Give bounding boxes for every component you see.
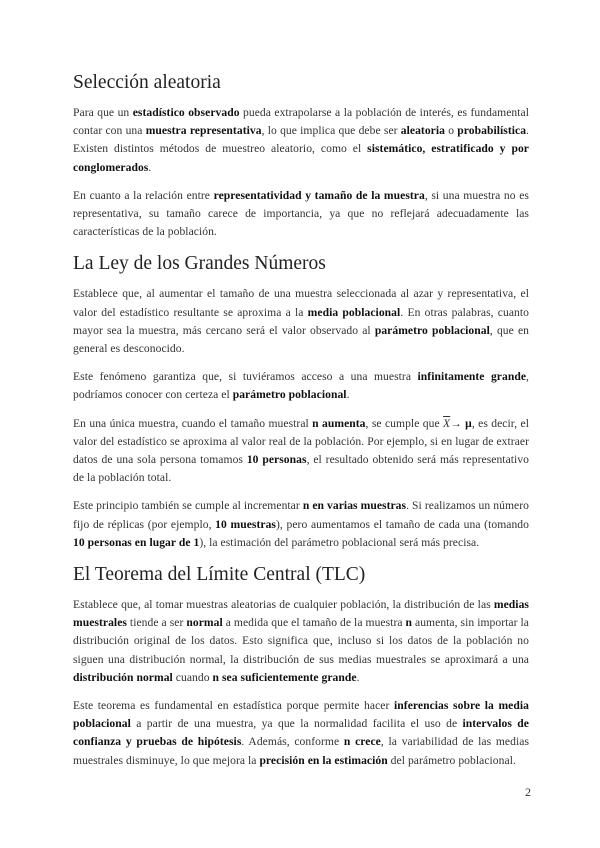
page-number: 2 bbox=[525, 785, 531, 799]
bold-term: estadístico observado bbox=[132, 106, 240, 119]
bold-term: media poblacional bbox=[307, 305, 401, 319]
text-run: , la variabilidad de las medias muestrales disminuye, lo que mejora la bbox=[73, 735, 530, 767]
bold-term: infinitamente grande bbox=[417, 370, 527, 384]
bold-term: inferencias sobre la media poblacional bbox=[73, 699, 529, 731]
bold-term: n crece bbox=[343, 735, 381, 749]
text-run: . bbox=[356, 670, 360, 684]
text-run: a partir de una muestra, ya que la normalidad facilita el uso de bbox=[130, 717, 463, 731]
text-run: . Si realizamos un número fijo de réplicas (por ejemplo, bbox=[73, 499, 529, 531]
bold-term: normal bbox=[186, 616, 223, 630]
section-title-seleccion-aleatoria: Selección aleatoria bbox=[73, 72, 221, 93]
bold-term: → μ bbox=[450, 416, 472, 430]
text-run: Para que un bbox=[73, 106, 133, 119]
text-run: a medida que el tamaño de la muestra bbox=[222, 616, 406, 630]
bold-term: n bbox=[405, 616, 413, 630]
text-run: . Además, conforme bbox=[241, 735, 344, 749]
paragraph-ley-varias-muestras bbox=[73, 497, 529, 552]
paragraph-ley-fenomeno bbox=[73, 368, 529, 404]
section-title-teorema-limite-central: El Teorema del Límite Central (TLC) bbox=[73, 564, 366, 586]
text-run: . Existen distintos métodos de muestreo aleatorio, como el bbox=[73, 124, 529, 156]
sample-mean-symbol: $\overline{X}$ bbox=[443, 416, 451, 430]
text-run: pueda extrapolarse a la población de interés, es fundamental contar con una bbox=[73, 106, 530, 138]
paragraph-tlc-definicion bbox=[73, 596, 529, 687]
paragraph-muestra-representativa bbox=[73, 104, 529, 177]
bold-term: representatividad y tamaño de la muestra bbox=[213, 188, 425, 202]
section-title-ley-grandes-numeros: La Ley de los Grandes Números bbox=[73, 253, 326, 275]
bold-term: parámetro poblacional bbox=[374, 323, 490, 337]
text-run: , podríamos conocer con certeza el bbox=[73, 370, 529, 402]
bold-term: intervalos de confianza y pruebas de hipótesis bbox=[73, 717, 529, 749]
bold-term: sistemático, estratificado y por conglomerados bbox=[73, 142, 529, 174]
text-run: Este principio también se cumple al incrementar bbox=[73, 499, 303, 513]
text-run: Establece que, al aumentar el tamaño de una muestra seleccionada al azar y representativa, el valor del estadístico resultante se aproxima a la bbox=[73, 287, 529, 319]
bold-term: medias muestrales bbox=[73, 598, 529, 630]
bold-term: aleatoria bbox=[400, 124, 445, 138]
bold-term: n sea suficientemente grande bbox=[212, 670, 357, 684]
text-run: Este fenómeno garantiza que, si tuviéramos acceso a una muestra bbox=[73, 370, 418, 384]
bold-term: parámetro poblacional bbox=[232, 388, 347, 402]
text-run: . En otras palabras, cuanto mayor sea la muestra, más cercano será el valor observado al bbox=[73, 305, 530, 337]
text-run: o bbox=[445, 124, 458, 138]
document-page bbox=[73, 70, 529, 780]
text-run: , se cumple que bbox=[365, 416, 444, 430]
bold-term: n en varias muestras bbox=[302, 499, 407, 513]
bold-term: 10 muestras bbox=[215, 517, 276, 531]
text-run: , es decir, el valor del estadístico se aproxima al valor real de la población. Por ejemplo, si en lugar de extraer datos de una sola persona tomamos bbox=[73, 416, 529, 467]
text-run: ), la estimación del parámetro poblacional será más precisa. bbox=[199, 535, 480, 549]
text-run: del parámetro poblacional. bbox=[387, 753, 516, 767]
text-run: Establece que, al tomar muestras aleatorias de cualquier población, la distribución de las bbox=[73, 598, 494, 612]
text-run: tiende a ser bbox=[126, 616, 187, 630]
text-run: aumenta, sin importar la distribución original de los datos. Esto significa que, incluso si los datos de la población no siguen una distribución normal, la distribución de sus medias muestrales se aproximará a una bbox=[73, 616, 529, 666]
bold-term: n aumenta bbox=[312, 416, 366, 430]
paragraph-ley-unica-muestra bbox=[73, 415, 529, 488]
paragraph-tlc-importancia bbox=[73, 697, 529, 770]
text-run: Este teorema es fundamental en estadística porque permite hacer bbox=[73, 699, 395, 713]
bold-term: precisión en la estimación bbox=[259, 753, 388, 767]
text-run: , si una muestra no es representativa, su tamaño carece de importancia, ya que no reflejará adecuadamente las características de la población. bbox=[73, 188, 529, 239]
text-run: En una única muestra, cuando el tamaño muestral bbox=[73, 416, 313, 430]
bold-term: 10 personas bbox=[246, 453, 307, 467]
text-run: , lo que implica que debe ser bbox=[261, 124, 401, 138]
bold-term: 10 personas en lugar de 1 bbox=[73, 535, 200, 549]
text-run: En cuanto a la relación entre bbox=[73, 188, 214, 202]
bold-term: probabilística bbox=[457, 124, 527, 138]
text-run: ), pero aumentamos el tamaño de cada una (tomando bbox=[276, 517, 529, 531]
paragraph-representatividad bbox=[73, 187, 529, 242]
text-run: cuando bbox=[172, 670, 213, 684]
bold-term: muestra representativa bbox=[145, 124, 262, 138]
text-run: . bbox=[346, 388, 350, 402]
bold-term: distribución normal bbox=[73, 670, 173, 684]
text-run: , el resultado obtenido será más representativo de la población total. bbox=[73, 453, 529, 485]
text-run: . bbox=[148, 160, 152, 174]
text-run: , que en general es desconocido. bbox=[73, 323, 530, 356]
paragraph-ley-definicion bbox=[73, 285, 529, 358]
